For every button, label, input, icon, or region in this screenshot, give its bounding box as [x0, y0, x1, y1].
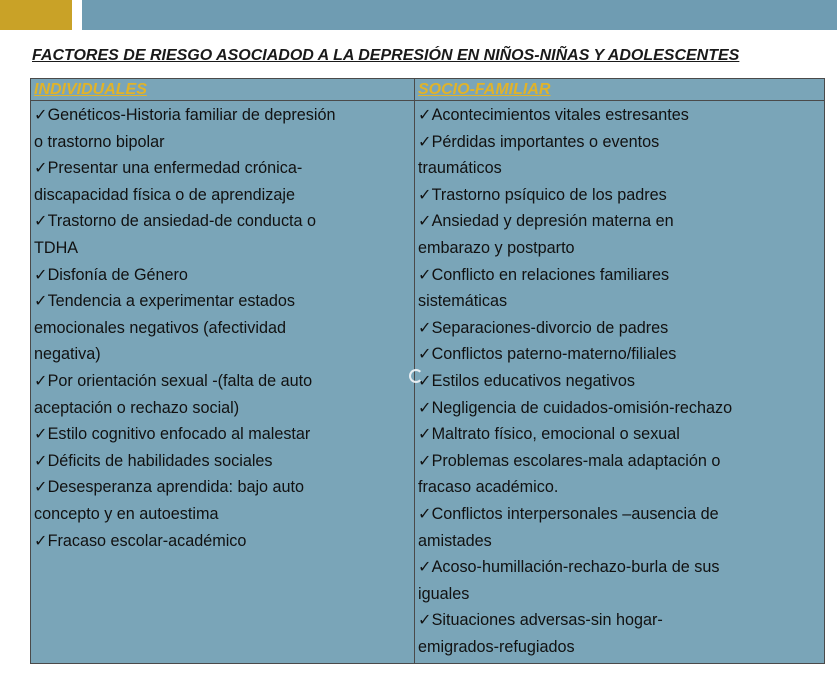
socio-familiar-line: ✓Estilos educativos negativos: [418, 371, 635, 390]
individuales-line: discapacidad física o de aprendizaje: [34, 185, 295, 204]
socio-familiar-line: ✓Acontecimientos vitales estresantes: [418, 106, 689, 124]
column-individuales: [31, 79, 415, 663]
accent-bar-gold: [0, 0, 72, 30]
column-header-individuales: INDIVIDUALES: [31, 79, 414, 101]
socio-familiar-line: traumáticos: [418, 159, 502, 178]
column-socio-familiar: [415, 79, 824, 663]
individuales-line: ✓Desesperanza aprendida: bajo auto: [34, 478, 305, 497]
individuales-line: TDHA: [34, 238, 79, 257]
individuales-line: ✓Genéticos-Historia familiar de depresión: [34, 106, 336, 124]
individuales-line: ✓Fracaso escolar-académico: [34, 531, 247, 550]
column-body-socio-familiar: [415, 101, 824, 660]
accent-bar-blue: [82, 0, 837, 30]
socio-familiar-line: ✓Conflictos paterno-materno/filiales: [418, 345, 677, 364]
individuales-line: concepto y en autoestima: [34, 504, 219, 523]
socio-familiar-line: ✓Negligencia de cuidados-omisión-rechazo: [418, 398, 733, 417]
loading-spinner-icon: [409, 369, 423, 383]
individuales-line: ✓Tendencia a experimentar estados: [34, 292, 296, 311]
socio-familiar-line: ✓Ansiedad y depresión materna en: [418, 212, 674, 231]
slide-title: FACTORES DE RIESGO ASOCIADOD A LA DEPRESIÓN EN NIÑOS-NIÑAS Y ADOLESCENTES: [32, 47, 740, 64]
socio-familiar-line: ✓Maltrato físico, emocional o sexual: [418, 425, 680, 444]
socio-familiar-line: ✓Pérdidas importantes o eventos: [418, 132, 660, 151]
individuales-line: negativa): [34, 345, 101, 364]
socio-familiar-line: emigrados-refugiados: [418, 637, 575, 656]
individuales-line: emocionales negativos (afectividad: [34, 318, 286, 337]
socio-familiar-line: ✓Conflictos interpersonales –ausencia de: [418, 504, 719, 523]
individuales-line: ✓Estilo cognitivo enfocado al malestar: [34, 425, 311, 444]
individuales-line: ✓Trastorno de ansiedad-de conducta o: [34, 212, 317, 231]
socio-familiar-line: ✓Acoso-humillación-rechazo-burla de sus: [418, 558, 720, 577]
socio-familiar-line: iguales: [418, 584, 470, 603]
individuales-line: ✓Disfonía de Género: [34, 265, 188, 284]
socio-familiar-line: ✓Trastorno psíquico de los padres: [418, 185, 667, 204]
risk-factors-table: [30, 78, 825, 664]
individuales-line: ✓Déficits de habilidades sociales: [34, 451, 273, 470]
socio-familiar-line: fracaso académico.: [418, 478, 559, 497]
socio-familiar-line: embarazo y postparto: [418, 238, 575, 257]
column-body-individuales: [31, 101, 414, 554]
column-header-socio-familiar: SOCIO-FAMILIAR: [415, 79, 824, 101]
socio-familiar-line: sistemáticas: [418, 292, 508, 311]
individuales-line: ✓Por orientación sexual -(falta de auto: [34, 371, 313, 390]
socio-familiar-line: ✓Situaciones adversas-sin hogar-: [418, 611, 663, 630]
socio-familiar-line: amistades: [418, 531, 492, 550]
socio-familiar-line: ✓Problemas escolares-mala adaptación o: [418, 451, 721, 470]
individuales-line: o trastorno bipolar: [34, 132, 165, 151]
individuales-line: ✓Presentar una enfermedad crónica-: [34, 159, 303, 178]
individuales-line: aceptación o rechazo social): [34, 398, 240, 417]
socio-familiar-line: ✓Separaciones-divorcio de padres: [418, 318, 669, 337]
socio-familiar-line: ✓Conflicto en relaciones familiares: [418, 265, 670, 284]
